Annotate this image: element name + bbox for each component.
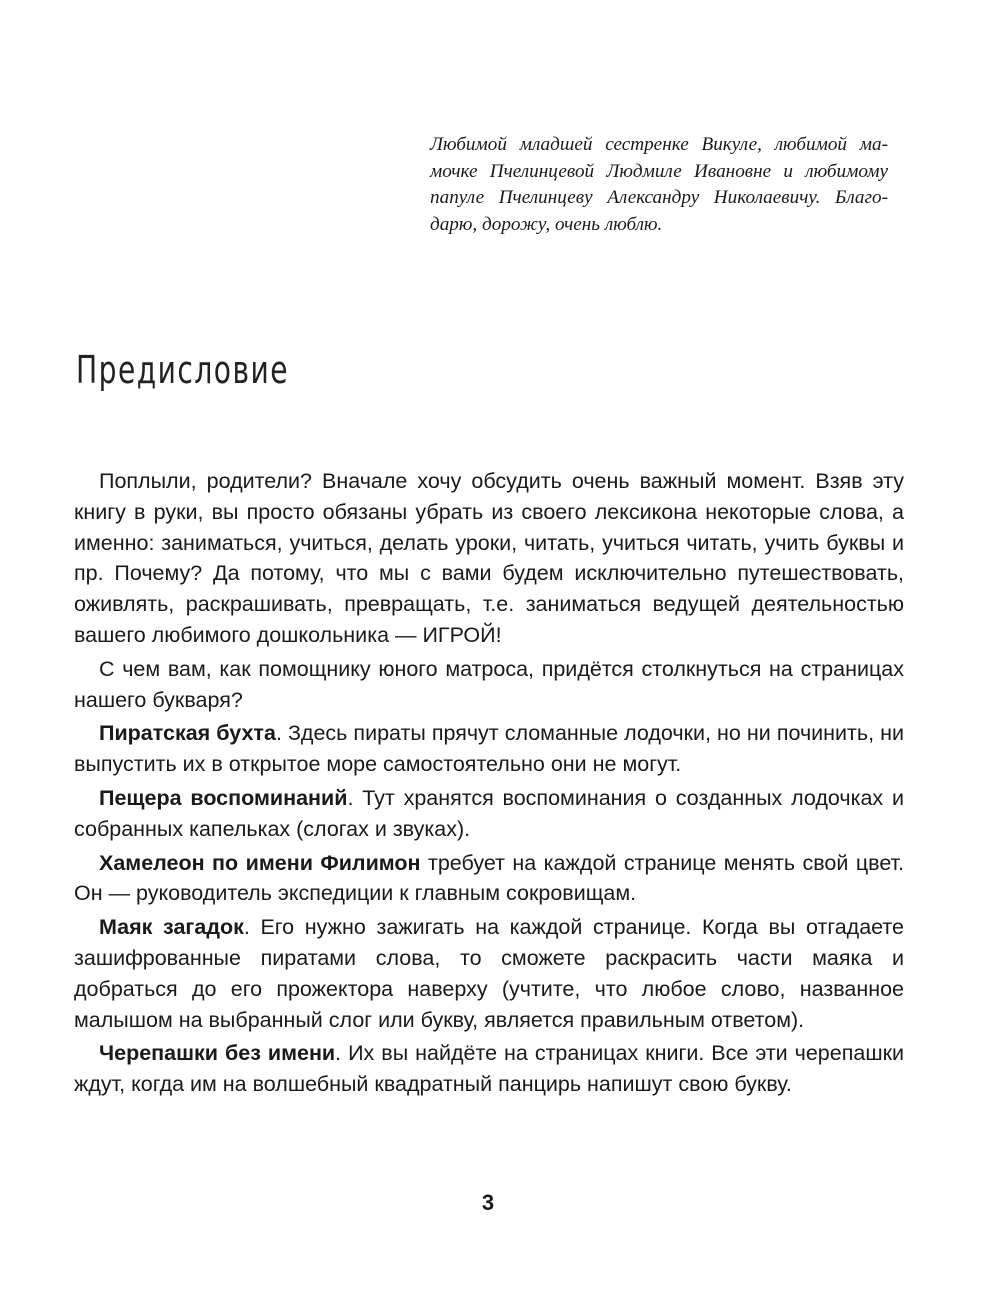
section-heading: Предисловие: [76, 348, 290, 392]
dedication: Любимой младшей сестренке Викуле, любимой мамочке Пчелинцевой Людмиле Ивановне и любимому папуле Пчелинцеву Александру Николаевичу. Благодарю, дорожу, очень люблю.: [430, 134, 888, 235]
paragraph-text: . Его нужно зажигать на каждой странице. Когда вы отгадаете зашифрованные пиратами слова, то сможете раскрасить части маяка и добраться до его прожектора наверху (учтите, что любое слово, названное малышом на выбранный слог или букву, является правильным ответом).: [74, 915, 904, 1032]
paragraph-text: . Тут хранятся воспоминания о созданных лодочках и собранных капельках (слогах и звуках).: [74, 785, 904, 841]
page-number: 3: [481, 1190, 495, 1215]
paragraph-term: Маяк загадок: [99, 915, 244, 940]
paragraph-term: Пиратская бухта: [99, 721, 276, 746]
paragraph-term: Черепашки без имени: [99, 1041, 336, 1066]
paragraph: [74, 466, 904, 651]
paragraph: [74, 848, 904, 910]
paragraph-text: Поплыли, родители? Вначале хочу обсудить очень важный момент. Взяв эту книгу в руки, вы просто обязаны убрать из своего лексикона некоторые слова, а именно: заниматься, учиться, делать уроки, читать, учиться читать, учить буквы и пр. Почему? Да потому, что мы с вами будем исключительно путешествовать, оживлять, раскрашивать, превращать, т.е. заниматься ведущей деятельностью вашего любимого дошкольника — ИГРОЙ!: [74, 469, 904, 647]
preface-body: [74, 466, 904, 1103]
paragraph-text: . Их вы найдёте на страницах книги. Все эти черепашки ждут, когда им на волшебный квадратный панцирь напишут свою букву.: [74, 1041, 904, 1097]
paragraph: [74, 1038, 904, 1100]
paragraph: [74, 912, 904, 1035]
paragraph-term: Пещера воспоминаний: [99, 785, 348, 810]
paragraph-text: . Здесь пираты прячут сломанные лодочки, но ни починить, ни выпустить их в открытое море самостоятельно они не могут.: [74, 721, 904, 777]
paragraph-text: требует на каждой странице менять свой цвет. Он — руководитель экспедиции к главным сокровищам.: [74, 850, 904, 906]
paragraph: [74, 718, 904, 780]
paragraph-term: Хамелеон по имени Филимон: [99, 850, 421, 875]
paragraph-text: С чем вам, как помощнику юного матроса, придётся столкнуться на страницах нашего букваря?: [74, 656, 904, 712]
paragraph: [74, 783, 904, 845]
paragraph: [74, 654, 904, 716]
